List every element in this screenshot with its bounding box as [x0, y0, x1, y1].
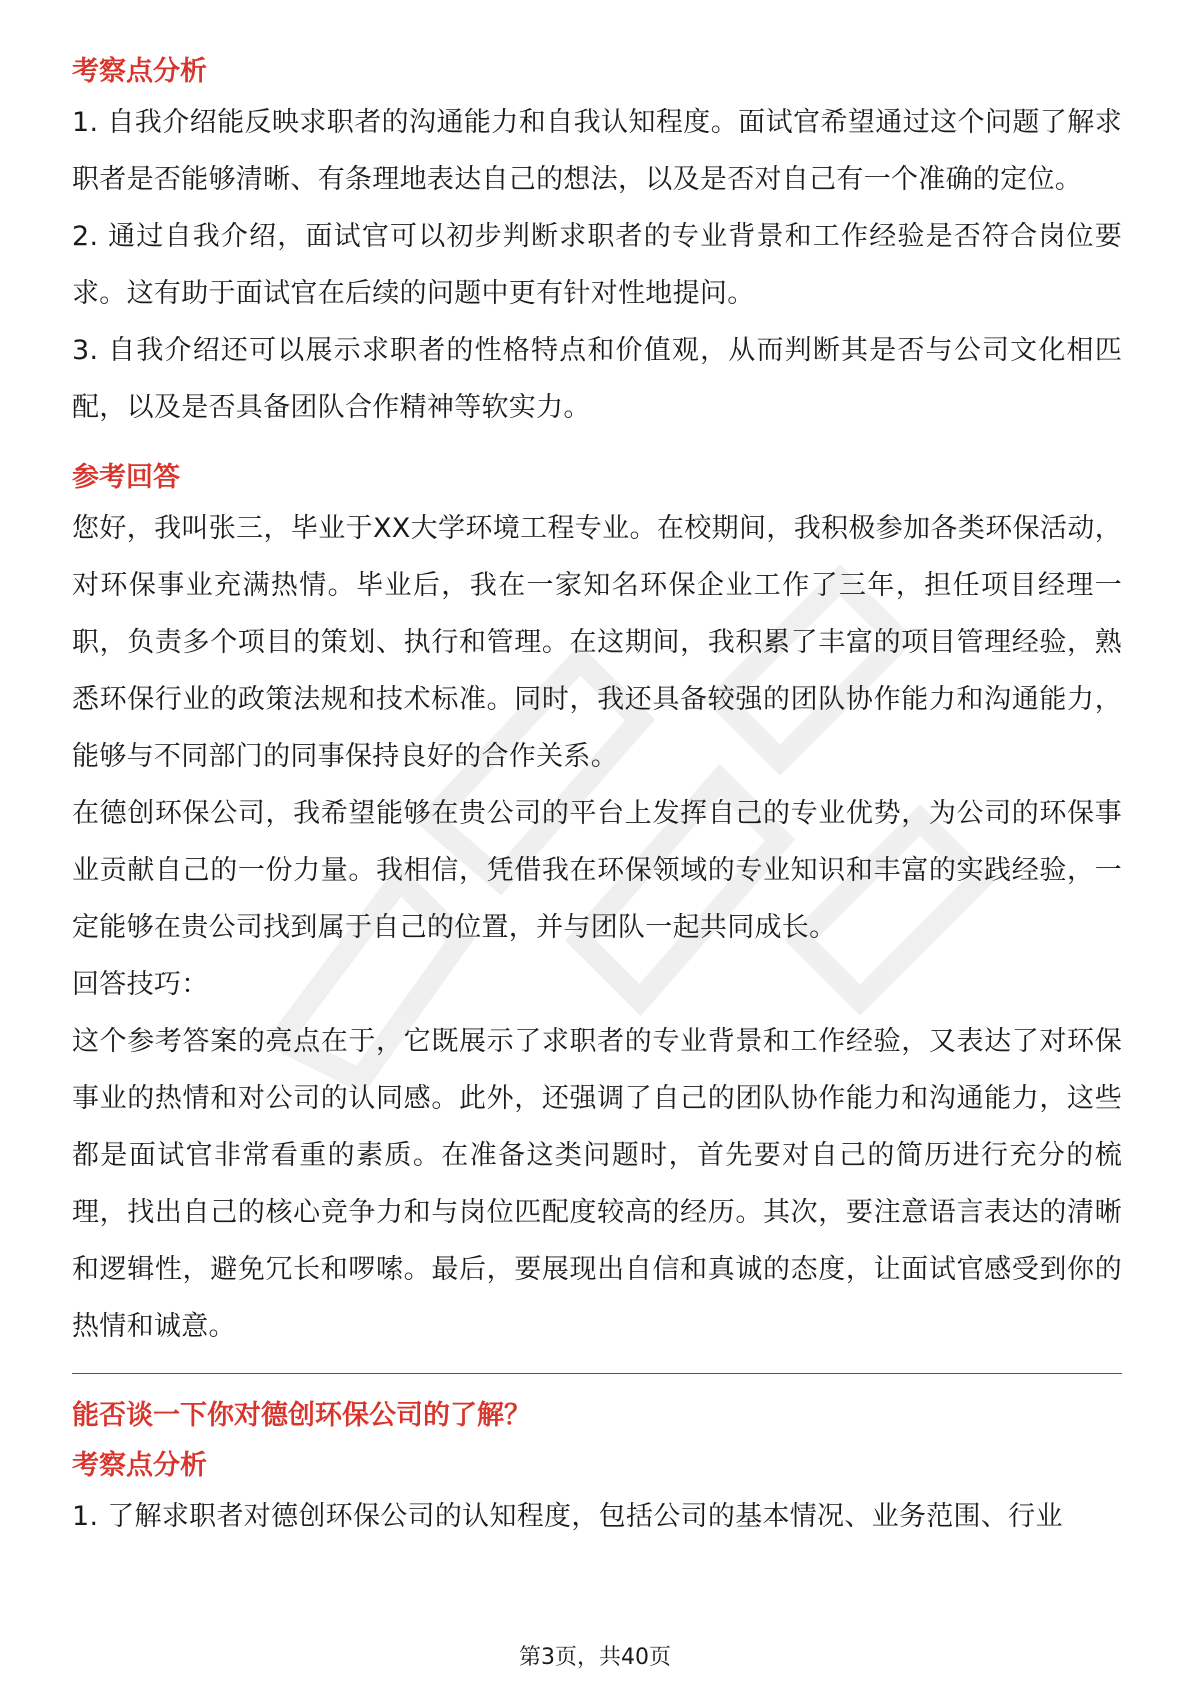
question-title: 能否谈一下你对德创环保公司的了解？ — [72, 1400, 531, 1431]
analysis-point: 2. 通过自我介绍，面试官可以初步判断求职者的专业背景和工作经验是否符合岗位要求。这有助于面试官在后续的问题中更有针对性地提问。 — [72, 221, 1122, 309]
section-heading: 考察点分析 — [72, 56, 207, 87]
main-content — [72, 48, 1122, 1545]
tips-label: 回答技巧： — [72, 969, 209, 1000]
analysis-point: 1. 了解求职者对德创环保公司的认知程度，包括公司的基本情况、业务范围、行业 — [72, 1501, 1063, 1532]
section-heading: 考察点分析 — [72, 1450, 207, 1481]
page-number: 第3页，共40页 — [519, 1645, 671, 1670]
tips-paragraph: 这个参考答案的亮点在于，它既展示了求职者的专业背景和工作经验，又表达了对环保事业的热情和对公司的认同感。此外，还强调了自己的团队协作能力和沟通能力，这些都是面试官非常看重的素质。在准备这类问题时，首先要对自己的简历进行充分的梳理，找出自己的核心竞争力和与岗位匹配度较高的经历。其次，要注意语言表达的清晰和逻辑性，避免冗长和啰嗦。最后，要展现出自信和真诚的态度，让面试官感受到你的热情和诚意。 — [72, 1026, 1122, 1342]
answer-paragraph: 在德创环保公司，我希望能够在贵公司的平台上发挥自己的专业优势，为公司的环保事业贡献自己的一份力量。我相信，凭借我在环保领域的专业知识和丰富的实践经验，一定能够在贵公司找到属于自己的位置，并与团队一起共同成长。 — [72, 798, 1122, 943]
analysis-point: 3. 自我介绍还可以展示求职者的性格特点和价值观，从而判断其是否与公司文化相匹配，以及是否具备团队合作精神等软实力。 — [72, 335, 1122, 423]
analysis-point: 1. 自我介绍能反映求职者的沟通能力和自我认知程度。面试官希望通过这个问题了解求职者是否能够清晰、有条理地表达自己的想法，以及是否对自己有一个准确的定位。 — [72, 107, 1122, 195]
divider — [72, 1373, 1122, 1374]
answer-paragraph: 您好，我叫张三，毕业于XX大学环境工程专业。在校期间，我积极参加各类环保活动，对环保事业充满热情。毕业后，我在一家知名环保企业工作了三年，担任项目经理一职，负责多个项目的策划、执行和管理。在这期间，我积累了丰富的项目管理经验，熟悉环保行业的政策法规和技术标准。同时，我还具备较强的团队协作能力和沟通能力，能够与不同部门的同事保持良好的合作关系。 — [72, 513, 1122, 772]
section-heading: 参考回答 — [72, 462, 180, 493]
